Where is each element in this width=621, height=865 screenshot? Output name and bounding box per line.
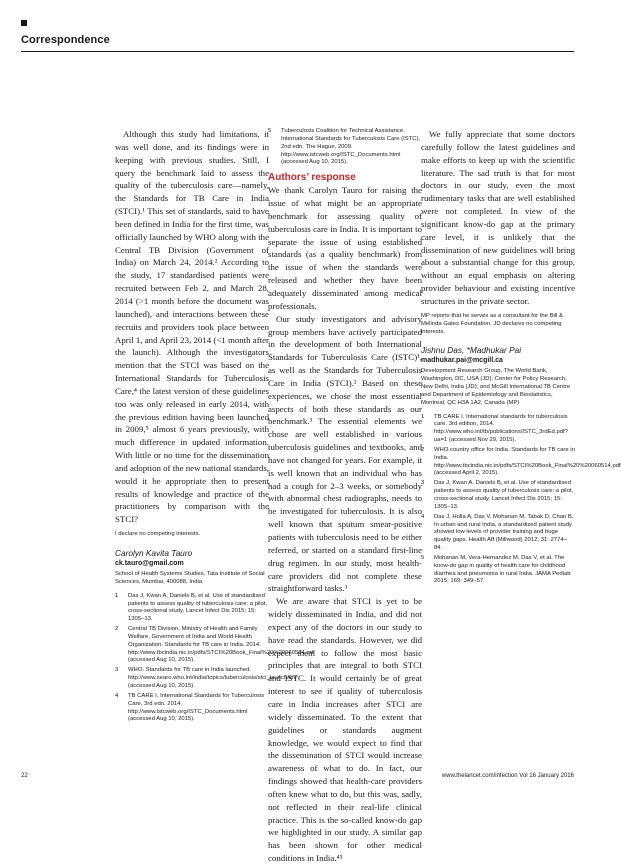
header-rule — [21, 51, 574, 52]
reference-number: 3 — [115, 667, 119, 674]
reply-affiliation: Development Research Group, The World Bank, Washington, DC, USA (JD); Center for Policy Research, New Delhi, India (JD); and McGill International TB Centre and Department of Epidemiology and Biostatistics, Montreal, QC H3A 1A2, Canada (MP) — [421, 368, 571, 406]
reference-text: Das J, Kwan A, Daniels B, et al. Use of standardised patients to assess quality of tuberculosis care: a pilot, cross-sectional study. Lancet Infect Dis 2015; 15: 1305–13. — [434, 480, 574, 510]
letter-references-continued — [268, 128, 422, 167]
reference-item — [421, 446, 621, 478]
reference-item — [268, 128, 422, 167]
reference-number: 5 — [421, 554, 425, 561]
reference-item — [421, 514, 575, 553]
reference-number: 1 — [421, 413, 425, 420]
journal-footer[interactable]: www.thelancet.com/infection Vol 16 January 2016 — [441, 773, 574, 779]
reply-references — [421, 413, 621, 587]
reply-paragraph-1: We thank Carolyn Tauro for raising the issue of what might be an appropriate benchmark for assessing quality of tuberculosis care in India. It is important to separate the issue of using established standards (as a quality benchmark) from the issue of when the standards were released and whether they have been adequately disseminated among medical professionals. — [268, 185, 422, 311]
letter-author: Carolyn Kavita Tauro — [115, 548, 193, 558]
column-2 — [268, 128, 425, 865]
section-marker — [21, 20, 27, 26]
reference-text: Das J, Kwan A, Daniels B, et al. Use of standardised patients to assess quality of tuberculosis care: a pilot, cross-sectional study. Lancet Infect Dis 2015; 15: 1305–13. — [128, 592, 268, 623]
reference-text: TB CARE I. International Standards for Tuberculosis Care, 3rd edn. 2014. http://www.istcweb.org/ISTC_Documents.html (accessed Aug 10, 2015). — [128, 692, 265, 723]
reference-item — [115, 693, 269, 724]
reference-number: 4 — [115, 692, 119, 699]
reference-number: 2 — [115, 626, 119, 633]
reply-email[interactable]: madhukar.pai@mcgill.ca — [421, 357, 503, 365]
column-3 — [421, 128, 621, 588]
reference-text: Mohanan M, Vera-Hernandez M, Das V, et al. The know-do gap in quality of health care for childhood diarrhea and pneumonia in rural India. JAMA Pediatr 2015; 169: 349–57. — [434, 554, 571, 585]
reference-number: 2 — [421, 446, 425, 453]
reference-item — [115, 667, 297, 691]
letter-body: Although this study had limitations, it was well done, and its findings were in keeping with previous studies. Still, I query the benchmark laid to assess the quality of the tuberculosis care—namely, the Standards for TB Care in India (STCI).¹ This set of standards, said to have been defined in India for the first time, was officially launched by WHO along with the Central TB Division (Government of India) on March 24, 2014.² According to the study, 17 standardised patients were recruited between Feb 2, and March 28, 2014 (>1 month before the document was launched), and interactions between these recruits and providers took place between April 1, and April 23, 2014 (<1 month after the launch). Although the investigators mention that the STCI was based on the International Standards for Tuberculosis Care,⁴ the latest version of these guidelines too was only released in early 2014, with the previous edition having been launched in 2009,⁵ almost 6 years previously, with much difference in updated information. With little or no time for the dissemination and adoption of the new national standards, would it be appropriate then to present results of knowledge and practice of the practitioners by comparison with the STCI? — [115, 129, 269, 525]
reference-text: WHO country office for India. Standards for TB care in India. http://www.tbcindia.nic.in/pdfs/STCI%20Book_Final%20%20060514.pdf (accessed April 2, 2015). — [434, 446, 621, 477]
reference-item — [115, 626, 315, 665]
reply-paragraph-2: Our study investigators and advisory group members have actively participated in the development of both International Standards for Tuberculosis Care (ISTC)¹, as well as the Standards for Tuberculosis Care in India (STCI).² Based on these experiences, we chose the most essential aspects of both these standards as our benchmark.³ The essential elements we chose are well established in various tuberculosis guidelines and textbooks, and have not changed for years. For example, it is well known that an individual who has had a cough for 2–3 weeks, or somebody with abnormal chest radiographs, needs to be investigated for tuberculosis. It is also well known that sputum smear-positive patients with tuberculosis need to be either referred, or started on a standard first-line drug regimen. In our study, most health-care providers did not complete these straightforward tasks.³ — [268, 313, 422, 594]
reference-text: Das J, Holla A, Das V, Mohanan M, Tabak D, Chan B. In urban and rural India, a standardized patient study showed low levels of provider training and huge quality gaps. Health Aff (Millwood) 2012; 31: 2774–84. — [434, 513, 574, 552]
reference-item — [421, 555, 575, 586]
letter-declaration: I declare no competing interests. — [115, 531, 201, 538]
reference-item — [115, 593, 269, 624]
reply-authors: Jishnu Das, *Madhukar Pai — [421, 345, 522, 356]
reference-text: TB CARE I. International standards for tuberculosis care. 3rd edition, 2014. http://www.who.int/tb/publications/ISTC_3rdEd.pdf?ua=1 (accessed Nov 29, 2015). — [434, 413, 568, 444]
reference-text: Central TB Division, Ministry of Health and Family Welfare, Government of India and World Health Organization. Standards for TB care in India. 2014. http://www.tbcindia.nic.in/pdfs/STCI%20Book_Final%20%20060514.pdf (accessed Aug 10, 2015). — [128, 626, 315, 664]
section-title: Correspondence — [21, 34, 110, 46]
reply-paragraph-3: We are aware that STCI is yet to be widely disseminated in India, and did not expect any of the doctors in our study to have read the standards. However, we did expect them to follow the most basic principles that are integral to both STCI and ISTC. It would certainly be of great interest to see if quality of tuberculosis care in India increases after STCI are widely disseminated. To the extent that guidelines or standards augment knowledge, we would expect to find that the dissemination of STCI would increase awareness of what to do. In fact, our findings showed that health-care providers often knew what to do, but this was, sadly, not reflected in their real-life clinical practice. This is the so-called know-do gap we highlighted in our study. A similar gap has been shown for other medical conditions in India.⁴⁵ — [268, 596, 422, 864]
reply-declaration: MP reports that he serves as a consultant for the Bill & Melinda Gates Foundation. JD declares no competing interests. — [421, 312, 563, 335]
reference-item — [421, 480, 575, 511]
reference-item — [421, 414, 575, 445]
reference-number: 1 — [115, 592, 119, 599]
reply-heading: Authors’ response — [268, 172, 356, 184]
page-number: 22 — [21, 773, 28, 779]
reference-text: Tuberculosis Coalition for Technical Assistance. International Standards for Tuberculosis Care (ISTC), 2nd edn. The Hague, 2009. http://www.istcweb.org/ISTC_Documents.html (accessed Aug 10, 2015). — [281, 128, 421, 166]
letter-references — [115, 592, 315, 725]
letter-affiliation: School of Health Systems Studies, Tata Institute of Social Sciences, Mumbai, 400088, India — [115, 571, 265, 585]
reference-text: WHO. Standards for TB care in India launched. http://www.searo.who.int/india/topics/tuberculosis/stci_launch/en/ (accessed Aug 10, 2015). — [128, 667, 297, 689]
reference-number: 3 — [421, 480, 425, 487]
letter-email[interactable]: ck.tauro@gmail.com — [115, 560, 184, 567]
reference-number: 4 — [421, 513, 425, 520]
reference-number: 5 — [268, 128, 272, 134]
reply-paragraph-4: We fully appreciate that some doctors carefully follow the latest guidelines and make efforts to keep up with the scientific literature. The sad truth is that for most doctors in our study, even the most rudimentary tasks that are well established were not completed. In view of the significant know-do gap at the primary care level, it is unlikely that the dissemination of new guidelines will bring about a substantial change for this group, without an equal emphasis on altering provider behaviour and existing incentive structures in the private sector. — [421, 129, 575, 306]
